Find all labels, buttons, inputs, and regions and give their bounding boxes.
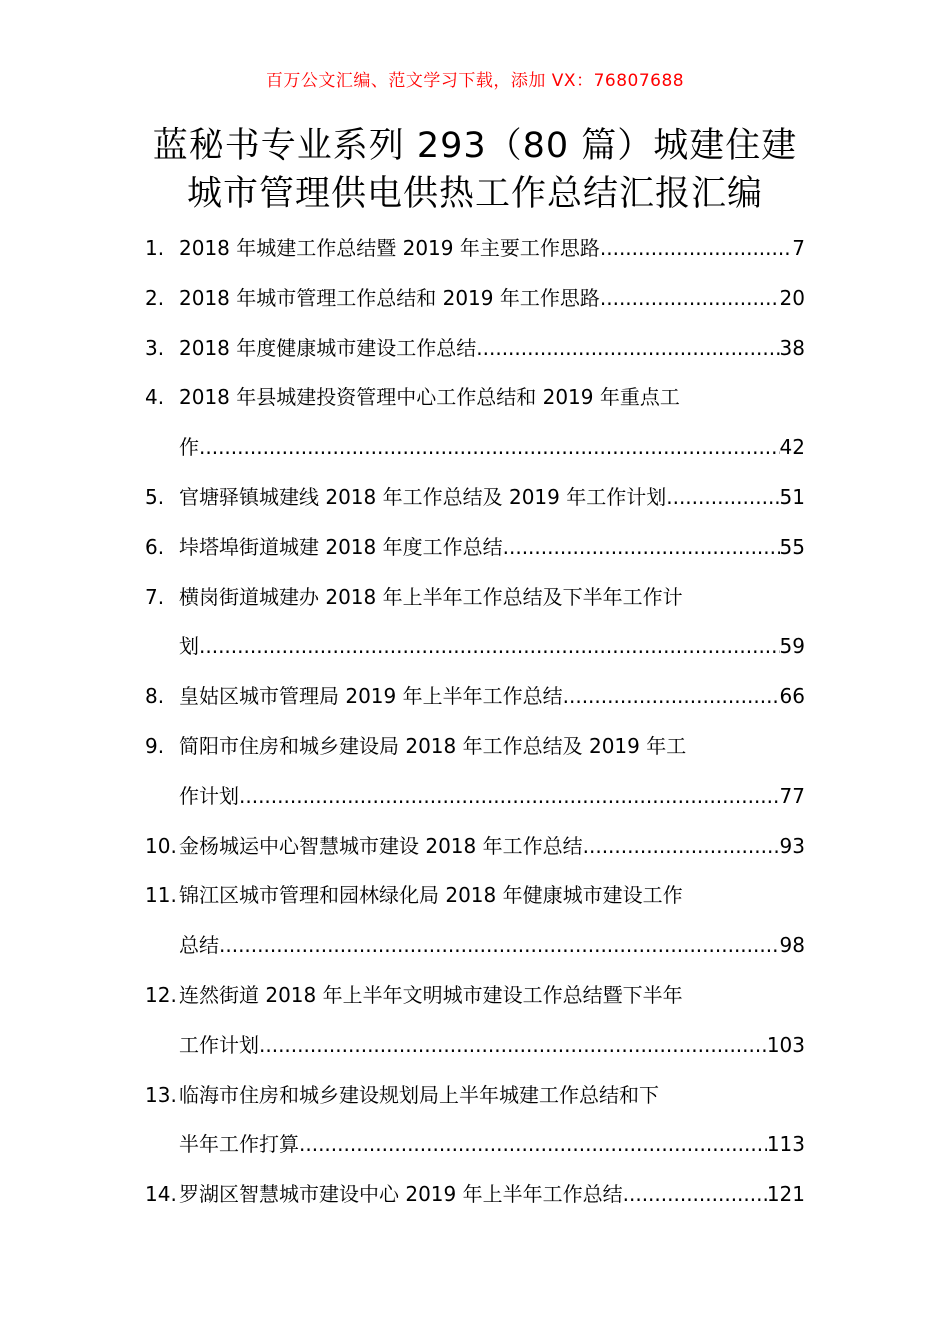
toc-entry-title-text: 划 [179, 634, 199, 659]
header-note: 百万公文汇编、范文学习下载，添加 VX：76807688 [265, 71, 685, 91]
toc-entry-title-text: 简阳市住房和城乡建设局 2018 年工作总结及 2019 年工 [179, 733, 687, 758]
toc-dot-leader [199, 622, 780, 672]
toc-entry-final-line [145, 423, 805, 473]
toc-dot-leader [299, 1120, 767, 1170]
toc-page-number: 93 [779, 833, 805, 858]
toc-dot-leader [583, 822, 780, 872]
toc-dot-leader [476, 324, 779, 374]
toc-entry-title-text: 官塘驿镇城建线 2018 年工作总结及 2019 年工作计划 [179, 484, 667, 509]
toc-entry-title-text: 2018 年县城建投资管理中心工作总结和 2019 年重点工 [179, 385, 680, 410]
toc-dot-leader [623, 1170, 767, 1220]
toc-dot-leader [503, 523, 780, 573]
toc-entry-title-text: 临海市住房和城乡建设规划局上半年城建工作总结和下 [179, 1082, 659, 1107]
toc-dot-leader [666, 473, 779, 523]
toc-entry[interactable] [145, 373, 805, 473]
toc-entry-number: 6. [145, 534, 165, 559]
toc-entry-final-line [145, 324, 805, 374]
toc-page-number: 42 [779, 435, 805, 460]
toc-entry[interactable] [145, 473, 805, 523]
toc-dot-leader [600, 224, 792, 274]
toc-entry-number: 10. [145, 833, 177, 858]
toc-entry[interactable] [145, 1071, 805, 1171]
toc-entry-number: 1. [145, 236, 165, 260]
toc-entry-final-line [145, 274, 805, 324]
toc-entry-final-line [145, 1170, 805, 1220]
toc-entry-title-text: 工作计划 [179, 1032, 259, 1057]
toc-entry-number: 12. [145, 982, 177, 1007]
toc-entry[interactable] [145, 224, 805, 274]
toc-entry-title-line [145, 573, 805, 623]
toc-entry-number: 11. [145, 883, 177, 908]
toc-entry-number: 14. [145, 1182, 177, 1207]
toc-entry[interactable] [145, 822, 805, 872]
toc-entry-number: 3. [145, 335, 165, 360]
toc-entry-final-line [145, 822, 805, 872]
toc-page-number: 98 [779, 933, 805, 958]
toc-entry-title-text: 2018 年城市管理工作总结和 2019 年工作思路 [179, 285, 600, 310]
toc-entry-title-text: 锦江区城市管理和园林绿化局 2018 年健康城市建设工作 [179, 883, 683, 908]
toc-page-number: 121 [766, 1182, 805, 1207]
toc-entry-title-text: 2018 年城建工作总结暨 2019 年主要工作思路 [179, 236, 600, 260]
toc-entry-final-line [145, 1120, 805, 1170]
toc-page-number: 77 [779, 783, 805, 808]
toc-entry-title-text: 作 [179, 435, 199, 460]
toc-dot-leader [259, 1021, 767, 1071]
toc-dot-leader [239, 772, 780, 822]
toc-entry-title-text: 2018 年度健康城市建设工作总结 [179, 335, 477, 360]
toc-entry[interactable] [145, 274, 805, 324]
toc-entry-final-line [145, 921, 805, 971]
toc-entry-title-text: 横岗街道城建办 2018 年上半年工作总结及下半年工作计 [179, 584, 683, 609]
toc-page-number: 59 [779, 634, 805, 659]
toc-entry-final-line [145, 1021, 805, 1071]
toc-entry[interactable] [145, 573, 805, 673]
toc-entry[interactable] [145, 971, 805, 1071]
toc-entry[interactable] [145, 1170, 805, 1220]
toc-entry-title-text: 连然街道 2018 年上半年文明城市建设工作总结暨下半年 [179, 982, 683, 1007]
toc-entry-title-line [145, 871, 805, 921]
toc-entry-final-line [145, 672, 805, 722]
toc-entry-title-text: 作计划 [179, 783, 239, 808]
toc-page-number: 20 [779, 285, 805, 310]
toc-page-number: 55 [779, 534, 805, 559]
toc-entry-number: 8. [145, 684, 165, 709]
toc-page-number: 7 [792, 236, 805, 260]
toc-page-number: 51 [779, 484, 805, 509]
toc-entry[interactable] [145, 871, 805, 971]
toc-page-number: 38 [779, 335, 805, 360]
toc-entry-title-line [145, 722, 805, 772]
toc-entry-number: 5. [145, 484, 165, 509]
toc-entry-final-line [145, 523, 805, 573]
toc-entry[interactable] [145, 722, 805, 822]
toc-entry-title-text: 金杨城运中心智慧城市建设 2018 年工作总结 [179, 833, 583, 858]
toc-dot-leader [600, 274, 780, 324]
toc-entry[interactable] [145, 523, 805, 573]
toc-entry-final-line [145, 622, 805, 672]
toc-page-number: 103 [766, 1032, 805, 1057]
toc-entry-final-line [145, 473, 805, 523]
toc-entry-title-text: 垰塔埠街道城建 2018 年度工作总结 [179, 534, 503, 559]
toc-entry[interactable] [145, 324, 805, 374]
toc-entry-number: 9. [145, 733, 165, 758]
toc-entry-number: 4. [145, 385, 165, 410]
toc-page-number: 66 [779, 684, 805, 709]
document-title-line-2: 城市管理供电供热工作总结汇报汇编 [186, 174, 763, 214]
toc-entry-final-line [145, 224, 805, 274]
toc-entry-title-text: 罗湖区智慧城市建设中心 2019 年上半年工作总结 [179, 1182, 623, 1207]
toc-entry-title-text: 皇姑区城市管理局 2019 年上半年工作总结 [179, 684, 563, 709]
toc-entry-number: 13. [145, 1082, 177, 1107]
toc-entry-number: 2. [145, 285, 165, 310]
toc-entry-title-text: 半年工作打算 [179, 1132, 299, 1157]
toc-dot-leader [219, 921, 780, 971]
document-title-line-1: 蓝秘书专业系列 293（80 篇）城建住建 [152, 126, 798, 166]
toc-entry-title-line [145, 1071, 805, 1121]
toc-entry-final-line [145, 772, 805, 822]
document-title [80, 122, 870, 218]
toc-entry-title-line [145, 373, 805, 423]
toc-dot-leader [563, 672, 780, 722]
toc-entry-number: 7. [145, 584, 165, 609]
toc-entry-title-text: 总结 [179, 933, 219, 958]
toc-dot-leader [199, 423, 780, 473]
toc-entry-title-line [145, 971, 805, 1021]
toc-entry[interactable] [145, 672, 805, 722]
table-of-contents [145, 224, 805, 1220]
toc-page-number: 113 [766, 1132, 805, 1157]
